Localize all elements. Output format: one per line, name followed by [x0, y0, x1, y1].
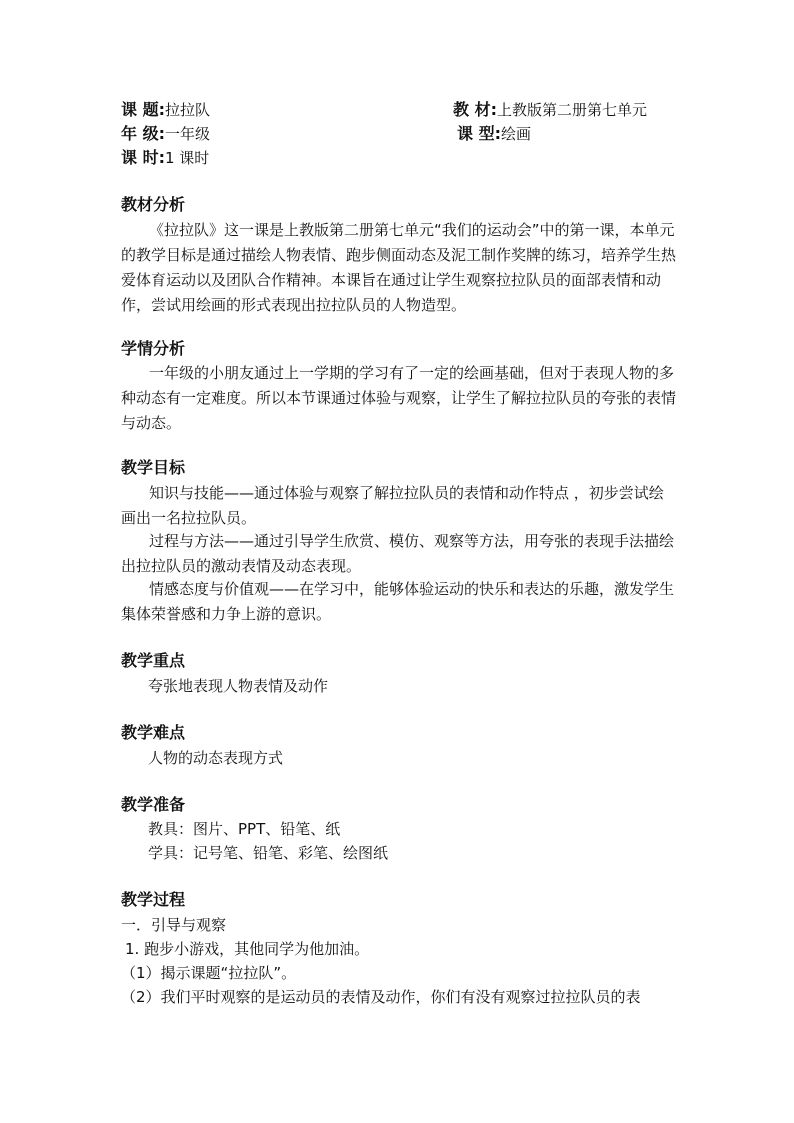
goal-item: 过程与方法——通过引导学生欣赏、模仿、观察等方法，用夸张的表现手法描绘出拉拉队员的激动表情及动态表现。: [121, 532, 675, 575]
meta-type: [457, 124, 531, 144]
topic-value: 拉拉队: [164, 101, 210, 119]
type-value: 绘画: [500, 125, 531, 143]
section-title-analysis: 教材分析: [121, 195, 186, 214]
hours-value: 1 课时: [164, 149, 210, 167]
prep-teacher: 教具：图片、PPT、铅笔、纸: [148, 820, 341, 838]
process-line: （2）我们平时观察的是运动员的表情及动作，你们有没有观察过拉拉队员的表: [121, 988, 641, 1006]
analysis-text: 《拉拉队》这一课是上教版第二册第七单元“我们的运动会”中的第一课，本单元的教学目标是通过描绘人物表情、跑步侧面动态及泥工制作奖牌的练习，培养学生热爱体育运动以及团队合作精神。本课旨在通过让学生观察拉拉队员的面部表情和动作，尝试用绘画的形式表现出拉拉队员的人物造型。: [121, 221, 677, 314]
process-line: 1. 跑步小游戏，其他同学为他加油。: [125, 940, 370, 958]
key-text: 夸张地表现人物表情及动作: [148, 677, 329, 695]
topic-label: 课 题:: [121, 100, 165, 119]
meta-topic: [121, 100, 210, 120]
section-title-prep: 教学准备: [121, 795, 186, 814]
section-title-students: 学情分析: [121, 339, 186, 358]
process-line: 一．引导与观察: [121, 916, 227, 934]
process-line: （1）揭示课题“拉拉队”。: [121, 964, 297, 982]
section-title-process: 教学过程: [121, 890, 186, 909]
meta-textbook: [453, 100, 647, 120]
grade-label: 年 级:: [121, 124, 165, 143]
textbook-label: 教 材:: [453, 100, 497, 119]
grade-value: 一年级: [164, 125, 210, 143]
type-label: 课 型:: [457, 124, 501, 143]
meta-grade: [121, 124, 210, 144]
section-title-goals: 教学目标: [121, 458, 186, 477]
students-text: 一年级的小朋友通过上一学期的学习有了一定的绘画基础，但对于表现人物的多种动态有一定难度。所以本节课通过体验与观察，让学生了解拉拉队员的夸张的表情与动态。: [121, 364, 677, 432]
hours-label: 课 时:: [121, 148, 165, 167]
section-title-key: 教学重点: [121, 651, 186, 670]
goal-item: 知识与技能——通过体验与观察了解拉拉队员的表情和动作特点 ，初步尝试绘画出一名拉拉队员。: [121, 484, 664, 527]
section-title-difficulty: 教学难点: [121, 723, 186, 742]
difficulty-text: 人物的动态表现方式: [148, 749, 284, 767]
textbook-value: 上教版第二册第七单元: [496, 101, 647, 119]
prep-student: 学具：记号笔、铅笔、彩笔、绘图纸: [148, 844, 389, 862]
goal-item: 情感态度与价值观——在学习中，能够体验运动的快乐和表达的乐趣，激发学生集体荣誉感和力争上游的意识。: [121, 580, 675, 623]
meta-hours: [121, 148, 209, 168]
